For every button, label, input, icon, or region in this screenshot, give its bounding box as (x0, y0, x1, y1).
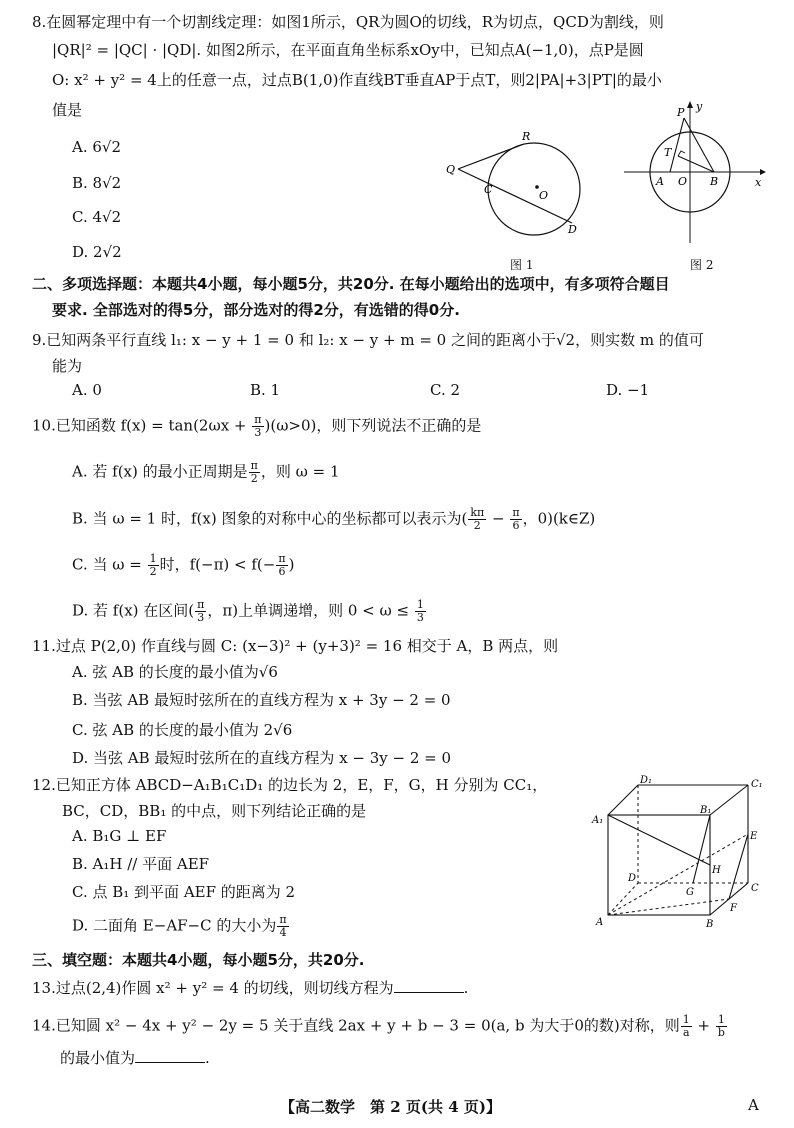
cube-label-b1: B₁ (700, 805, 712, 816)
fig1-label-q: Q (446, 163, 456, 176)
q9-option-d: D. −1 (606, 381, 650, 399)
q8-option-b: B. 8√2 (72, 174, 122, 192)
q11-option-b: B. 当弦 AB 最短时弦所在的直线方程为 x + 3y − 2 = 0 (72, 691, 451, 709)
fig2-label-x: x (755, 176, 762, 189)
cube-label-c1: C₁ (751, 779, 763, 790)
fig2-label-y: y (696, 100, 703, 113)
fig1-label-d: D (568, 223, 577, 236)
q14-answer-blank (135, 1048, 205, 1063)
fig2-label-p: P (677, 106, 685, 119)
q8-option-d: D. 2√2 (72, 243, 122, 261)
cube-label-f: F (730, 903, 737, 914)
figure-2-coordinate-circle (620, 98, 770, 248)
q8-line2: |QR|² = |QC| · |QD|. 如图2所示，在平面直角坐标系xOy中，已知点A(−1,0)，点P是圆 (52, 41, 644, 59)
cube-label-a1: A₁ (592, 815, 604, 826)
fig2-label-b: B (710, 175, 719, 188)
q14-line1: 14.已知圆 x² − 4x + y² − 2y = 5 关于直线 2ax + y + b − 3 = 0(a, b 为大于0的数)对称，则 $\frac{1}{a}$ + $\frac{1}{b}$ (32, 1013, 725, 1039)
fig2-label-t: T (664, 146, 672, 159)
q12-option-d: D. 二面角 E−AF−C 的大小为 $\frac{\pi}{4}$ (72, 913, 287, 939)
q14-line2: 的最小值为 . (60, 1049, 210, 1067)
q9-option-a: A. 0 (72, 381, 102, 399)
q10-option-c: C. 当 ω = $\frac{1}{2}$ 时，f(−π) < f(− $\frac{\pi}{6}$ ) (72, 552, 295, 578)
figure-1-tangent-secant (440, 125, 600, 240)
q8-line3: O: x² + y² = 4上的任意一点，过点B(1,0)作直线BT垂直AP于点T，则2|PA|+3|PT|的最小 (52, 71, 662, 89)
q9-line2: 能为 (52, 357, 83, 375)
q10-option-a: A. 若 f(x) 的最小正周期是 $\frac{\pi}{2}$ ，则 ω = 1 (72, 459, 340, 485)
paper-version: A (748, 1096, 759, 1114)
section2-heading-line2: 要求. 全部选对的得5分，部分选对的得2分，有选错的得0分. (52, 301, 460, 319)
cube-label-h: H (712, 865, 721, 876)
q9-option-c: C. 2 (430, 381, 461, 399)
q9-line1: 9.已知两条平行直线 l₁: x − y + 1 = 0 和 l₂: x − y + m = 0 之间的距离小于√2，则实数 m 的值可 (32, 331, 704, 349)
fig1-label-o: O (539, 189, 549, 202)
q11-option-d: D. 当弦 AB 最短时弦所在的直线方程为 x − 3y − 2 = 0 (72, 749, 452, 767)
q8-option-a: A. 6√2 (72, 138, 122, 156)
q10-stem-fraction: $\frac{\pi}{3}$ (254, 413, 262, 439)
q13-answer-blank (394, 978, 464, 993)
q11-stem: 11.过点 P(2,0) 作直线与圆 C: (x−3)² + (y+3)² = 16 相交于 A，B 两点，则 (32, 637, 559, 655)
cube-label-c: C (751, 883, 759, 894)
cube-label-e: E (750, 831, 758, 842)
fig1-label-r: R (522, 130, 531, 143)
q10-stem: 10.已知函数 f(x) = tan(2ωx + $\frac{\pi}{3}$ )(ω>0)，则下列说法不正确的是 (32, 413, 482, 439)
section2-heading-line1: 二、多项选择题：本题共4小题，每小题5分，共20分. 在每小题给出的选项中，有多项符合题目 (32, 275, 670, 293)
fig1-label-c: C (484, 183, 493, 196)
cube-label-d: D (628, 873, 637, 884)
q11-option-a: A. 弦 AB 的长度的最小值为√6 (72, 663, 278, 681)
fig2-caption: 图 2 (690, 258, 714, 272)
section3-heading: 三、填空题：本题共4小题，每小题5分，共20分. (32, 951, 365, 969)
q12-line1: 12.已知正方体 ABCD−A₁B₁C₁D₁ 的边长为 2，E，F，G，H 分别为 CC₁， (32, 776, 548, 794)
q10-option-d: D. 若 f(x) 在区间( $\frac{\pi}{3}$ ，π)上单调递增，则 0 < ω ≤ $\frac{1}{3}$ (72, 598, 424, 624)
fig1-caption: 图 1 (510, 258, 534, 272)
page-footer: 【高二数学 第 2 页(共 4 页)】 (280, 1098, 501, 1116)
q8-line4: 值是 (52, 101, 83, 119)
q12-line2: BC，CD，BB₁ 的中点，则下列结论正确的是 (62, 802, 367, 820)
q8-line1: 8.在圆幂定理中有一个切割线定理：如图1所示，QR为圆O的切线，R为切点，QCD为割线，则 (32, 13, 664, 31)
q12-option-a: A. B₁G ⊥ EF (72, 827, 167, 845)
q12-option-b: B. A₁H // 平面 AEF (72, 855, 210, 873)
cube-label-d1: D₁ (640, 775, 653, 786)
q9-option-b: B. 1 (250, 381, 281, 399)
cube-label-g: G (686, 887, 694, 898)
fig2-label-o: O (678, 175, 688, 188)
q8-option-c: C. 4√2 (72, 208, 122, 226)
q10-option-b: B. 当 ω = 1 时，f(x) 图象的对称中心的坐标都可以表示为( $\frac{k\pi}{2}$ − $\frac{\pi}{6}$ ，0)(k∈Z) (72, 506, 596, 532)
cube-label-b: B (706, 919, 714, 930)
q13-stem: 13.过点(2,4)作圆 x² + y² = 4 的切线，则切线方程为 . (32, 979, 469, 997)
q12-option-c: C. 点 B₁ 到平面 AEF 的距离为 2 (72, 883, 296, 901)
fig2-label-a: A (656, 175, 664, 188)
figure-cube (590, 773, 770, 933)
q11-option-c: C. 弦 AB 的长度的最小值为 2√6 (72, 721, 293, 739)
cube-label-a: A (596, 917, 604, 928)
